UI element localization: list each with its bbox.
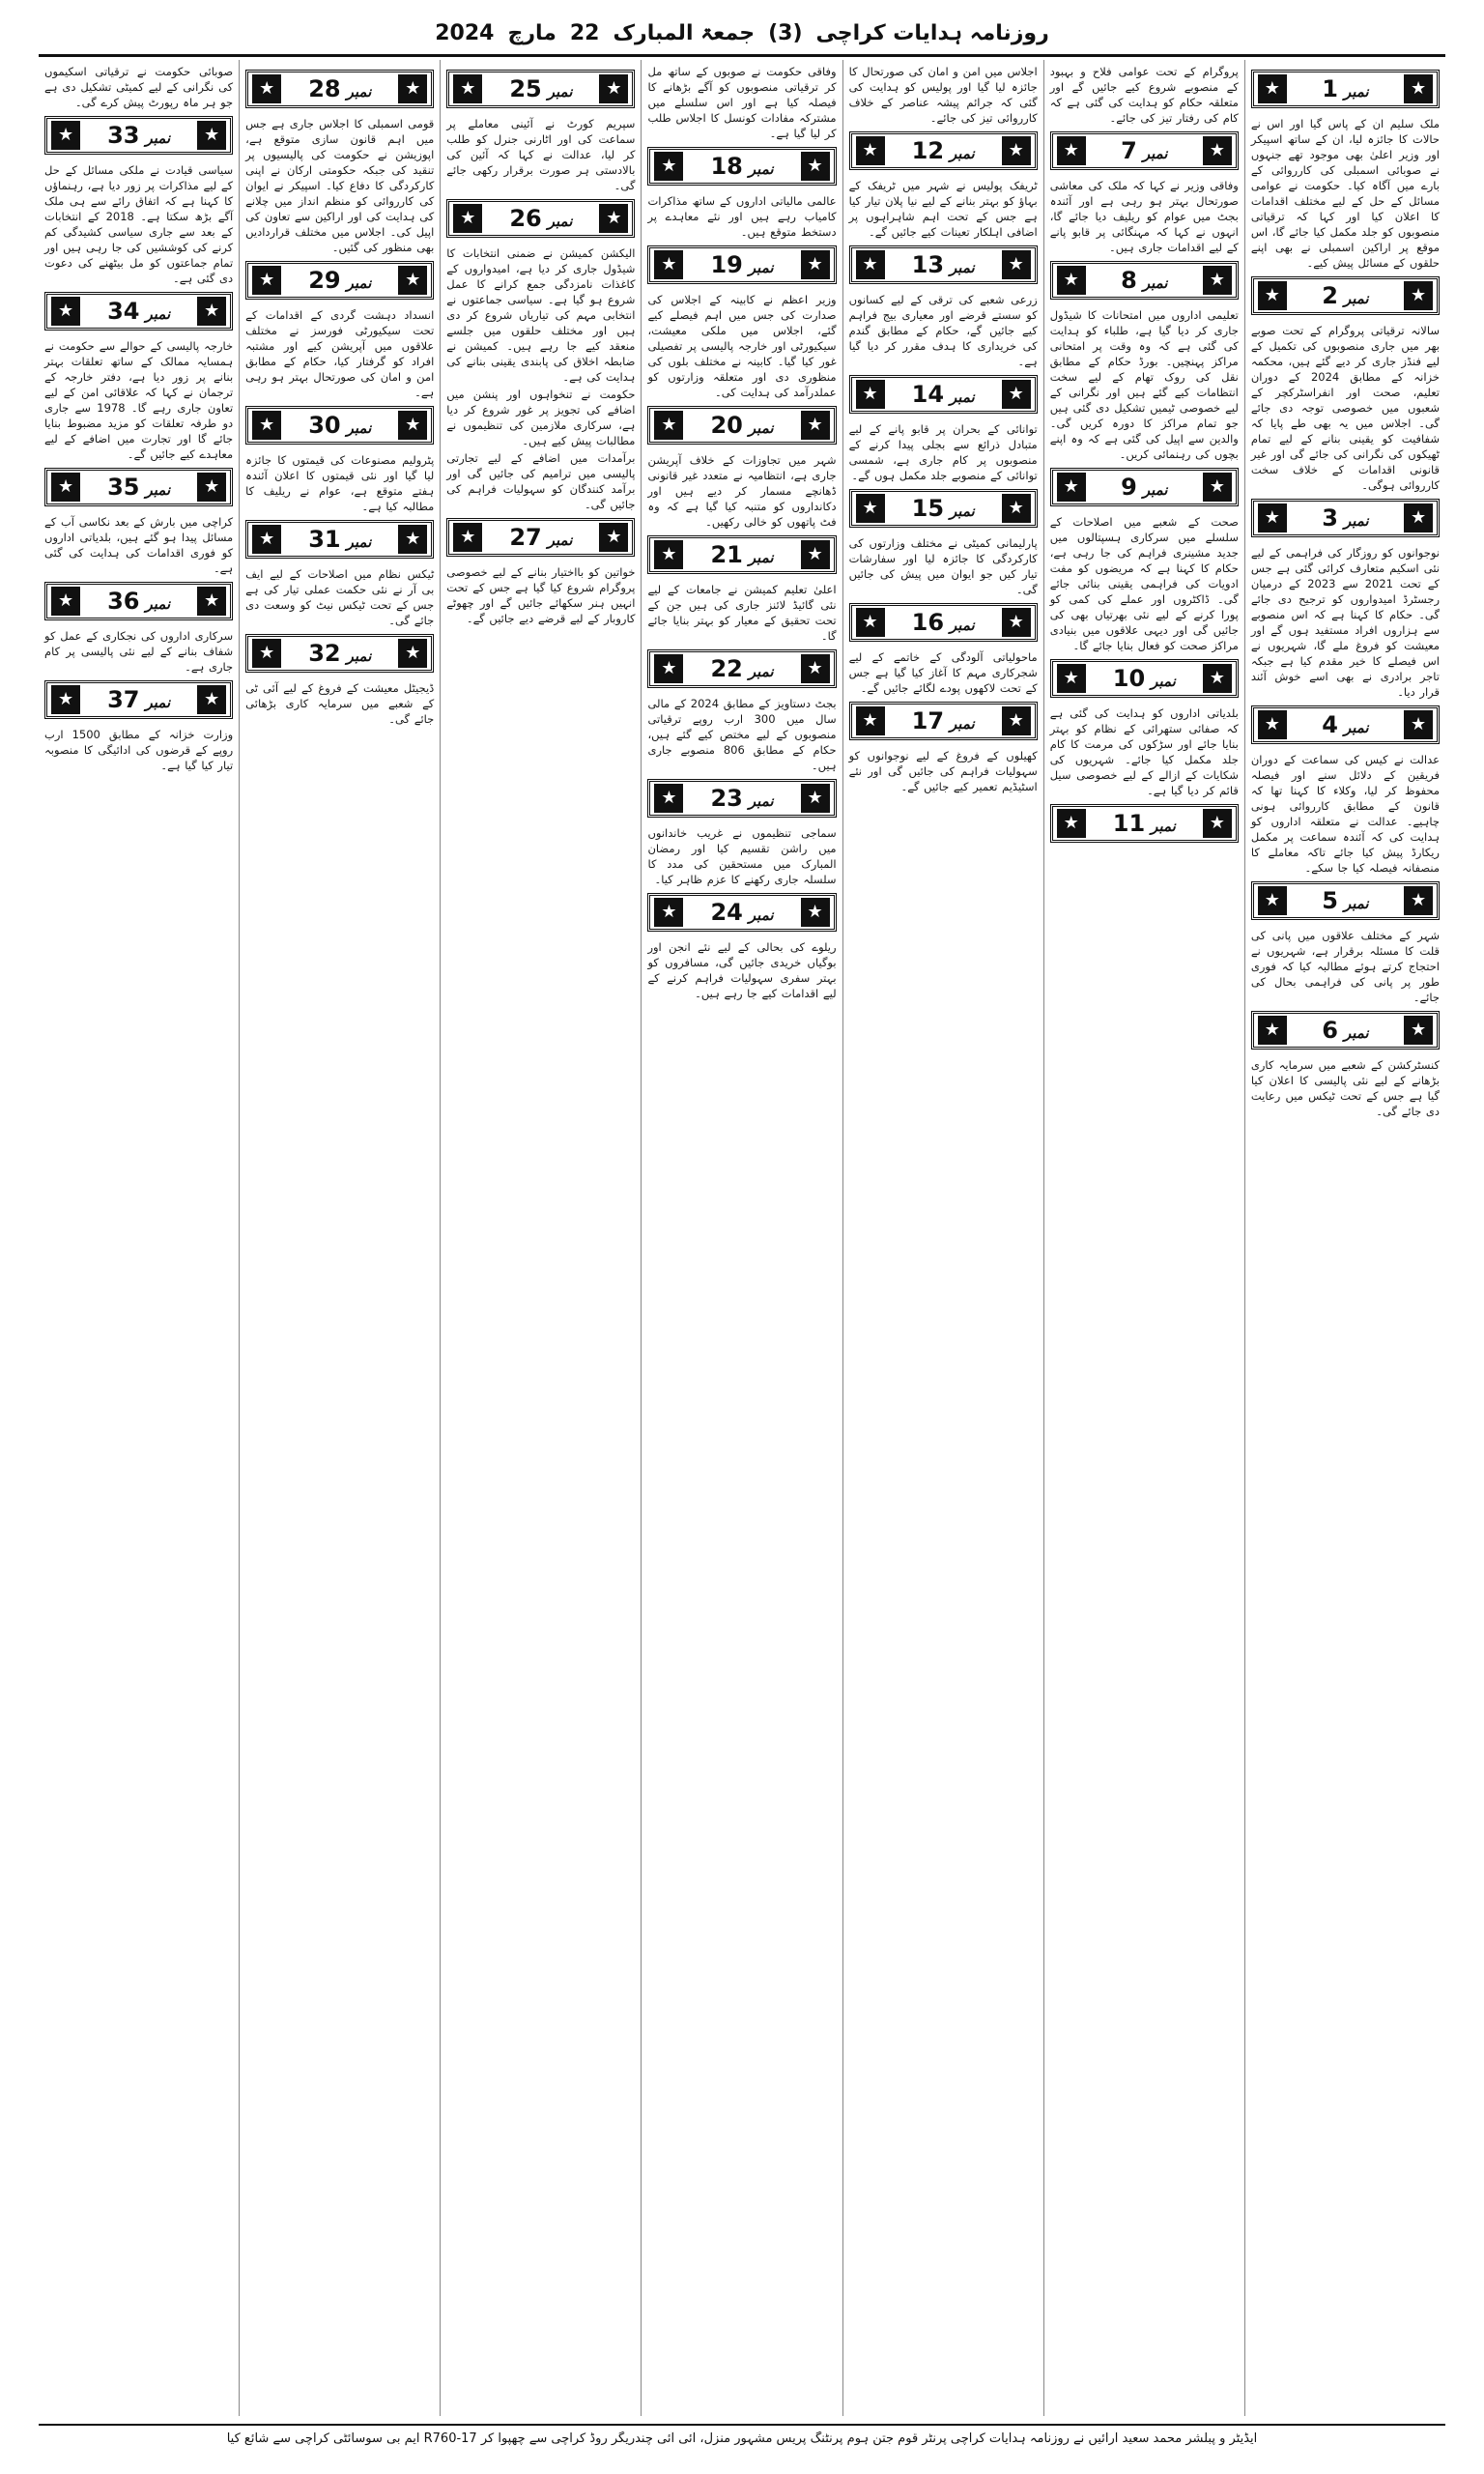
star-icon: ★ (453, 523, 482, 552)
item-number-value: 12 (911, 137, 945, 164)
item-number-value: 34 (107, 298, 140, 325)
item-number-value: 24 (710, 899, 743, 926)
article-paragraph: وفاقی وزیر نے کہا کہ ملک کی معاشی صورتحال بہتر ہو رہی ہے اور آئندہ بجٹ میں عوام کو ریلیف دیا جائے گا، انہوں نے کہا کہ مہنگائی پر قابو پانے کے لیے اقدامات جاری ہیں۔ (1049, 179, 1239, 254)
item-number-value: 22 (710, 655, 743, 682)
star-icon: ★ (1002, 380, 1031, 409)
article-paragraph: ماحولیاتی آلودگی کے خاتمے کے لیے شجرکاری مہم کا آغاز کیا گیا ہے جس کے تحت لاکھوں پودے لگائے جائیں گے۔ (848, 650, 1038, 695)
star-icon: ★ (856, 250, 885, 279)
item-number-value: 26 (509, 205, 542, 232)
article-paragraph: سماجی تنظیموں نے غریب خاندانوں میں راشن تقسیم کیا اور رمضان المبارک میں مستحقین کی مدد کا سلسلہ جاری رکھنے کا عزم ظاہر کیا۔ (647, 826, 837, 886)
item-number-header (1251, 881, 1440, 920)
star-icon: ★ (398, 639, 427, 668)
item-number-value: 17 (911, 707, 945, 734)
column-4 (641, 60, 842, 2416)
item-number-value: 25 (509, 75, 542, 102)
item-number-value: 19 (710, 251, 743, 278)
item-number-label (710, 655, 773, 682)
item-number-word: نمبر (950, 145, 975, 162)
article-paragraph: بلدیاتی اداروں کو ہدایت کی گئی ہے کہ صفائی ستھرائی کے نظام کو بہتر بنایا جائے اور سڑکوں کی مرمت کا کام جلد مکمل کیا جائے۔ شہریوں کی شکایات کے ازالے کے لیے خصوصی سیل قائم کر دیا گیا ہے۔ (1049, 706, 1239, 797)
item-number-value: 27 (509, 524, 542, 551)
item-number-label (912, 381, 975, 408)
item-number-value: 4 (1322, 711, 1338, 738)
item-number-word: نمبر (1151, 673, 1176, 690)
star-icon: ★ (801, 250, 830, 279)
article-paragraph: اعلیٰ تعلیم کمیشن نے جامعات کے لیے نئی گائیڈ لائنز جاری کی ہیں جن کے تحت تحقیق کے معیار کو بہتر بنایا جائے گا۔ (647, 583, 837, 643)
item-number-value: 10 (1112, 665, 1146, 692)
item-number-value: 20 (710, 412, 743, 439)
item-number-word: نمبر (547, 532, 573, 549)
imprint-footer: ایڈیٹر و پبلشر محمد سعید آرائیں نے روزنامہ ہدایات کراچی پرنٹر قوم جتن ہوم پرنٹنگ پریس مشہور منزل، آئی آئی چندریگر روڈ کراچی سے چھپوا کر R760-17 ایم بی سوسائٹی کراچی سے شائع کیا (226, 2431, 1258, 2446)
item-number-header (245, 70, 434, 108)
star-icon: ★ (801, 152, 830, 181)
star-icon: ★ (197, 473, 226, 502)
item-number-header (1251, 70, 1440, 108)
item-number-header (44, 680, 233, 719)
item-number-label (1322, 887, 1368, 914)
item-number-label (107, 686, 170, 713)
article-paragraph: پارلیمانی کمیٹی نے مختلف وزارتوں کی کارکردگی کا جائزہ لیا اور سفارشات تیار کیں جو ایوان میں پیش کی جائیں گی۔ (848, 536, 1038, 596)
item-number-label (1322, 282, 1368, 309)
article-paragraph: ٹریفک پولیس نے شہر میں ٹریفک کے بہاؤ کو بہتر بنانے کے لیے نیا پلان تیار کیا ہے جس کے تحت اہم شاہراہوں پر اضافی اہلکار تعینات کیے جائیں گے۔ (848, 179, 1038, 239)
star-icon: ★ (856, 136, 885, 165)
item-number-word: نمبر (1343, 719, 1369, 736)
star-icon: ★ (856, 608, 885, 637)
star-icon: ★ (1002, 494, 1031, 523)
item-number-word: نمبر (1343, 512, 1369, 530)
star-icon: ★ (1057, 136, 1086, 165)
item-number-word: نمبر (1142, 481, 1168, 499)
item-number-value: 35 (107, 474, 140, 501)
star-icon: ★ (51, 121, 80, 150)
column-2 (1043, 60, 1244, 2416)
item-number-word: نمبر (748, 160, 774, 178)
article-paragraph: برآمدات میں اضافے کے لیے تجارتی پالیسی میں ترامیم کی جائیں گی اور برآمد کنندگان کو سہولیات فراہم کی جائیں گی۔ (446, 451, 636, 511)
article-paragraph: کراچی میں بارش کے بعد نکاسی آب کے مسائل پیدا ہو گئے ہیں، بلدیاتی اداروں کو فوری اقدامات کی ہدایت کی گئی ہے۔ (44, 515, 234, 575)
star-icon: ★ (398, 411, 427, 440)
star-icon: ★ (1404, 281, 1433, 310)
item-number-word: نمبر (748, 259, 774, 276)
article-paragraph: پٹرولیم مصنوعات کی قیمتوں کا جائزہ لیا گیا اور نئی قیمتوں کا اعلان آئندہ ہفتے متوقع ہے، عوام نے ریلیف کا مطالبہ کیا ہے۔ (245, 453, 435, 513)
article-paragraph: ملک سلیم ان کے پاس گیا اور اس نے حالات کا جائزہ لیا، ان کے ساتھ اسپیکر اور وزیر اعلیٰ بھی موجود تھے جنہوں نے صوبائی اسمبلی کی کارروائی کے بارے میں آگاہ کیا۔ حکومت نے عوامی مسائل کے حل کے لیے مختلف اقدامات کا اعلان کیا اور کہا کہ ترقیاتی منصوبوں کو جلد مکمل کیا جائے گا، اس موقع پر اراکین اسمبلی نے بھی اپنے حلقوں کے مسائل پیش کیے۔ (1250, 117, 1440, 270)
item-number-header (647, 779, 836, 818)
article-paragraph: الیکشن کمیشن نے ضمنی انتخابات کا شیڈول جاری کر دیا ہے، امیدواروں کے کاغذات نامزدگی جمع کرانے کا عمل شروع ہو گیا ہے۔ سیاسی جماعتوں نے انتخابی مہم کی تیاریاں شروع کر دی ہیں اور مختلف حلقوں میں جلسے منعقد کیے جا رہے ہیں۔ کمیشن نے ضابطہ اخلاق کی پابندی یقینی بنانے کی ہدایت کی ہے۔ (446, 246, 636, 384)
item-number-header (1050, 261, 1239, 300)
item-number-label (308, 267, 371, 294)
item-number-value: 11 (1112, 810, 1146, 837)
article-paragraph: عالمی مالیاتی اداروں کے ساتھ مذاکرات کامیاب رہے ہیں اور نئے معاہدے پر دستخط متوقع ہیں۔ (647, 194, 837, 239)
masthead (39, 14, 1445, 52)
star-icon: ★ (1258, 503, 1287, 532)
article-paragraph: خارجہ پالیسی کے حوالے سے حکومت نے ہمسایہ ممالک کے ساتھ تعلقات بہتر بنانے پر زور دیا ہے، دفتر خارجہ کے ترجمان نے کہا کہ علاقائی امن کے لیے تعاون جاری رہے گا۔ 1978 سے جاری دو طرفہ تعلقات کو مزید مضبوط بنایا جائے گا اور تجارت میں اضافے کے لیے معاہدے کیے جائیں گے۔ (44, 339, 234, 461)
star-icon: ★ (1404, 886, 1433, 915)
star-icon: ★ (51, 297, 80, 326)
item-number-label (308, 412, 371, 439)
issue-month: مارچ (507, 20, 556, 45)
item-number-label (912, 495, 975, 522)
item-number-value: 14 (911, 381, 945, 408)
item-number-word: نمبر (145, 129, 171, 147)
item-number-value: 6 (1322, 1017, 1338, 1044)
item-number-label (710, 412, 773, 439)
item-number-word: نمبر (748, 792, 774, 810)
item-number-word: نمبر (145, 481, 171, 499)
item-number-word: نمبر (950, 388, 975, 406)
item-number-value: 36 (107, 588, 140, 615)
item-number-word: نمبر (950, 259, 975, 276)
item-number-word: نمبر (145, 694, 171, 711)
newspaper-title: روزنامہ ہدایات کراچی (815, 20, 1049, 45)
item-number-word: نمبر (950, 503, 975, 520)
item-number-header (1251, 499, 1440, 537)
item-number-label (308, 526, 371, 553)
article-paragraph: سپریم کورٹ نے آئینی معاملے پر سماعت کی اور اٹارنی جنرل کو طلب کر لیا، عدالت نے کہا کہ آئین کی بالادستی ہر صورت برقرار رکھی جائے گی۔ (446, 117, 636, 192)
star-icon: ★ (252, 411, 281, 440)
item-number-word: نمبر (346, 647, 372, 665)
item-number-value: 2 (1322, 282, 1338, 309)
star-icon: ★ (1002, 706, 1031, 735)
item-number-word: نمبر (1343, 1024, 1369, 1042)
item-number-label (1322, 711, 1368, 738)
page-number: (3) (768, 20, 803, 45)
item-number-header (647, 535, 836, 574)
article-paragraph: سیاسی قیادت نے ملکی مسائل کے حل کے لیے مذاکرات پر زور دیا ہے، رہنماؤں کا کہنا ہے کہ اتفاق رائے سے ہی ملک آگے بڑھ سکتا ہے۔ 2018 کے انتخابات کے بعد سے جاری سیاسی کشیدگی کم کرنے کی کوششیں کی جا رہی ہیں اور تمام جماعتوں کو مل بیٹھنے کی دعوت دی گئی ہے۔ (44, 163, 234, 285)
article-paragraph: وفاقی حکومت نے صوبوں کے ساتھ مل کر ترقیاتی منصوبوں کو آگے بڑھانے کا فیصلہ کیا ہے اور اس سلسلے میں مشترکہ مفادات کونسل کا اجلاس طلب کر لیا گیا ہے۔ (647, 65, 837, 140)
star-icon: ★ (197, 587, 226, 616)
item-number-word: نمبر (748, 663, 774, 680)
star-icon: ★ (1203, 473, 1232, 502)
column-5 (440, 60, 641, 2416)
item-number-header (44, 582, 233, 620)
item-number-value: 8 (1121, 267, 1137, 294)
item-number-header (849, 489, 1038, 528)
column-3 (842, 60, 1043, 2416)
article-paragraph: ریلوے کی بحالی کے لیے نئے انجن اور بوگیاں خریدی جائیں گی، مسافروں کو بہتر سفری سہولیات فراہم کرنے کے لیے اقدامات کیے جا رہے ہیں۔ (647, 940, 837, 1000)
item-number-word: نمبر (145, 595, 171, 613)
bottom-rule (39, 2424, 1445, 2426)
column-1 (1244, 60, 1445, 2416)
item-number-word: نمبر (950, 617, 975, 634)
item-number-label (107, 122, 170, 149)
star-icon: ★ (1002, 608, 1031, 637)
item-number-header (44, 292, 233, 331)
star-icon: ★ (398, 74, 427, 103)
item-number-word: نمبر (748, 419, 774, 437)
star-icon: ★ (252, 525, 281, 554)
article-paragraph: ڈیجیٹل معیشت کے فروغ کے لیے آئی ٹی کے شعبے میں سرمایہ کاری بڑھائی جائے گی۔ (245, 681, 435, 726)
item-number-header (245, 406, 434, 445)
article-paragraph: ٹیکس نظام میں اصلاحات کے لیے ایف بی آر نے نئی حکمت عملی تیار کی ہے جس کے تحت ٹیکس نیٹ کو وسعت دی جائے گی۔ (245, 567, 435, 627)
item-number-value: 21 (710, 541, 743, 568)
item-number-label (1322, 1017, 1368, 1044)
item-number-label (107, 474, 170, 501)
star-icon: ★ (599, 204, 628, 233)
star-icon: ★ (1404, 710, 1433, 739)
article-paragraph: بجٹ دستاویز کے مطابق 2024 کے مالی سال میں 300 ارب روپے ترقیاتی منصوبوں کے لیے مختص کیے گئے ہیں، حکام کے مطابق 806 منصوبے جاری ہیں۔ (647, 697, 837, 772)
star-icon: ★ (801, 411, 830, 440)
item-number-value: 13 (911, 251, 945, 278)
item-number-value: 7 (1121, 137, 1137, 164)
item-number-value: 1 (1322, 75, 1338, 102)
star-icon: ★ (1203, 664, 1232, 693)
item-number-header (647, 649, 836, 688)
star-icon: ★ (1057, 809, 1086, 838)
item-number-label (1113, 665, 1176, 692)
star-icon: ★ (1404, 503, 1433, 532)
item-number-header (245, 634, 434, 673)
item-number-header (245, 520, 434, 559)
item-number-label (912, 609, 975, 636)
star-icon: ★ (856, 380, 885, 409)
item-number-value: 3 (1322, 504, 1338, 532)
column-6 (239, 60, 440, 2416)
item-number-label (912, 251, 975, 278)
item-number-label (912, 707, 975, 734)
item-number-word: نمبر (346, 83, 372, 101)
article-paragraph: وزارت خزانہ کے مطابق 1500 ارب روپے کے قرضوں کی ادائیگی کا منصوبہ تیار کیا گیا ہے۔ (44, 728, 234, 772)
star-icon: ★ (1203, 136, 1232, 165)
article-paragraph: سالانہ ترقیاتی پروگرام کے تحت صوبے بھر میں جاری منصوبوں کی تکمیل کے لیے فنڈز جاری کر دیے گئے ہیں، محکمہ خزانہ کے مطابق 2024 کے دوران تعلیم، صحت اور انفراسٹرکچر کے شعبوں میں خصوصی توجہ دی جائے گی۔ اجلاس میں یہ بھی طے پایا کہ شفافیت کو یقینی بنانے کے لیے تمام ٹھیکوں کی نگرانی کی جائے گی اور غیر قانونی اقدامات کے خلاف سخت کارروائی ہوگی۔ (1250, 324, 1440, 492)
star-icon: ★ (1203, 266, 1232, 295)
star-icon: ★ (398, 525, 427, 554)
item-number-value: 30 (308, 412, 341, 439)
item-number-header (1050, 804, 1239, 843)
star-icon: ★ (51, 587, 80, 616)
star-icon: ★ (1057, 473, 1086, 502)
item-number-label (308, 75, 371, 102)
star-icon: ★ (654, 654, 683, 683)
article-paragraph: کھیلوں کے فروغ کے لیے نوجوانوں کو سہولیات فراہم کی جائیں گی اور نئے اسٹیڈیم تعمیر کیے جائیں گے۔ (848, 749, 1038, 793)
item-number-value: 16 (911, 609, 945, 636)
item-number-header (647, 893, 836, 932)
article-paragraph: پروگرام کے تحت عوامی فلاح و بہبود کے منصوبے شروع کیے جائیں گے اور متعلقہ حکام کو ہدایت کی گئی ہے کہ کام کی رفتار تیز کی جائے۔ (1049, 65, 1239, 125)
item-number-label (308, 640, 371, 667)
item-number-word: نمبر (748, 549, 774, 566)
item-number-word: نمبر (346, 419, 372, 437)
star-icon: ★ (599, 74, 628, 103)
item-number-header (44, 116, 233, 155)
star-icon: ★ (654, 784, 683, 813)
item-number-label (1121, 267, 1167, 294)
star-icon: ★ (1002, 250, 1031, 279)
star-icon: ★ (453, 74, 482, 103)
star-icon: ★ (1258, 886, 1287, 915)
item-number-label (1322, 75, 1368, 102)
item-number-word: نمبر (145, 305, 171, 323)
item-number-label (710, 785, 773, 812)
star-icon: ★ (252, 639, 281, 668)
item-number-header (647, 147, 836, 186)
star-icon: ★ (453, 204, 482, 233)
item-number-header (446, 70, 635, 108)
item-number-word: نمبر (1142, 274, 1168, 292)
top-rule (39, 54, 1445, 57)
item-number-header (849, 131, 1038, 170)
item-number-word: نمبر (547, 213, 573, 230)
item-number-word: نمبر (1343, 895, 1369, 912)
item-number-value: 9 (1121, 474, 1137, 501)
star-icon: ★ (398, 266, 427, 295)
star-icon: ★ (654, 152, 683, 181)
item-number-word: نمبر (1343, 83, 1369, 101)
article-paragraph: نوجوانوں کو روزگار کی فراہمی کے لیے نئی اسکیم متعارف کرائی گئی ہے جس کے تحت 2021 سے 2023 کے درمیان رجسٹرڈ امیدواروں کو ترجیح دی جائے گی۔ حکام کا کہنا ہے کہ اس منصوبے سے ہزاروں افراد مستفید ہوں گے اور معیشت کو فروغ ملے گا، شہریوں نے اس فیصلے کا خیر مقدم کیا ہے جبکہ تاجر برادری نے بھی اسے خوش آئند قرار دیا۔ (1250, 546, 1441, 699)
item-number-label (710, 153, 773, 180)
article-paragraph: کنسٹرکشن کے شعبے میں سرمایہ کاری بڑھانے کے لیے نئی پالیسی کا اعلان کیا گیا ہے جس کے تحت ٹیکس میں رعایت دی جائے گی۔ (1250, 1058, 1440, 1118)
star-icon: ★ (1057, 266, 1086, 295)
star-icon: ★ (856, 706, 885, 735)
article-paragraph: خواتین کو بااختیار بنانے کے لیے خصوصی پروگرام شروع کیا گیا ہے جس کے تحت انہیں ہنر سکھائے جائیں گے اور چھوٹے کاروبار کے لیے قرضے دیے جائیں گے۔ (446, 565, 636, 625)
star-icon: ★ (1203, 809, 1232, 838)
item-number-value: 28 (308, 75, 341, 102)
article-paragraph: سرکاری اداروں کی نجکاری کے عمل کو شفاف بنانے کے لیے نئی پالیسی پر کام جاری ہے۔ (44, 629, 234, 674)
item-number-header (849, 603, 1038, 642)
columns-container (39, 60, 1445, 2416)
star-icon: ★ (654, 540, 683, 569)
issue-year: 2024 (435, 20, 495, 45)
item-number-label (1322, 504, 1368, 532)
star-icon: ★ (1057, 664, 1086, 693)
star-icon: ★ (801, 540, 830, 569)
item-number-header (647, 406, 836, 445)
star-icon: ★ (1258, 1016, 1287, 1045)
item-number-value: 18 (710, 153, 743, 180)
item-number-word: نمبر (1142, 145, 1168, 162)
item-number-label (710, 899, 773, 926)
item-number-header (1251, 276, 1440, 315)
item-number-header (1050, 131, 1239, 170)
star-icon: ★ (252, 266, 281, 295)
item-number-header (446, 518, 635, 557)
star-icon: ★ (1404, 1016, 1433, 1045)
item-number-value: 32 (308, 640, 341, 667)
column-7 (39, 60, 239, 2416)
item-number-word: نمبر (346, 274, 372, 292)
item-number-header (1251, 1011, 1440, 1050)
article-paragraph: شہر میں تجاوزات کے خلاف آپریشن جاری ہے، انتظامیہ نے متعدد غیر قانونی ڈھانچے مسمار کر دیے ہیں اور دکانداروں کو متنبہ کیا گیا ہے کہ وہ فٹ پاتھوں کو خالی رکھیں۔ (647, 453, 837, 529)
item-number-value: 5 (1322, 887, 1338, 914)
item-number-label (107, 298, 170, 325)
star-icon: ★ (197, 121, 226, 150)
article-paragraph: عدالت نے کیس کی سماعت کے دوران فریقین کے دلائل سنے اور فیصلہ محفوظ کر لیا، وکلاء کا کہنا تھا کہ قانون کے مطابق کارروائی ہونی چاہیے۔ عدالت نے متعلقہ اداروں کو ہدایت کی کہ آئندہ سماعت پر مکمل ریکارڈ پیش کیا جائے تاکہ معاملے کا منصفانہ فیصلہ کیا جا سکے۔ (1250, 753, 1440, 875)
star-icon: ★ (1404, 74, 1433, 103)
item-number-label (509, 205, 572, 232)
issue-date-day: 22 (569, 20, 600, 45)
item-number-value: 33 (107, 122, 140, 149)
article-paragraph: زرعی شعبے کی ترقی کے لیے کسانوں کو سستے قرضے اور معیاری بیج فراہم کیے جائیں گے، حکام کے مطابق گندم کی خریداری کا ہدف مقرر کر دیا گیا ہے۔ (848, 293, 1038, 368)
item-number-label (1113, 810, 1176, 837)
star-icon: ★ (51, 685, 80, 714)
item-number-word: نمبر (346, 533, 372, 551)
item-number-header (1251, 705, 1440, 744)
article-paragraph: صحت کے شعبے میں اصلاحات کے سلسلے میں سرکاری ہسپتالوں میں جدید مشینری فراہم کی جا رہی ہے، حکام کا کہنا ہے کہ مریضوں کو مفت ادویات کی فراہمی یقینی بنائی جائے گی۔ ڈاکٹروں اور عملے کی کمی کو پورا کرنے کے لیے نئی بھرتیاں بھی کی جائیں گی اور دیہی علاقوں میں بنیادی مراکز صحت کو فعال بنایا جائے گا۔ (1049, 515, 1239, 652)
item-number-header (849, 245, 1038, 284)
article-paragraph: صوبائی حکومت نے ترقیاتی اسکیموں کی نگرانی کے لیے کمیٹی تشکیل دی ہے جو ہر ماہ رپورٹ پیش کرے گی۔ (44, 65, 234, 109)
item-number-label (912, 137, 975, 164)
item-number-header (647, 245, 836, 284)
star-icon: ★ (856, 494, 885, 523)
star-icon: ★ (801, 898, 830, 927)
star-icon: ★ (599, 523, 628, 552)
star-icon: ★ (801, 784, 830, 813)
item-number-label (710, 251, 773, 278)
article-paragraph: وزیر اعظم نے کابینہ کے اجلاس کی صدارت کی جس میں اہم فیصلے کیے گئے، اجلاس میں ملکی معیشت، سیکیورٹی اور خارجہ پالیسی پر تفصیلی غور کیا گیا۔ کابینہ نے مختلف بلوں کی منظوری دی اور متعلقہ وزارتوں کو عملدرآمد کی ہدایت کی۔ (647, 293, 837, 399)
item-number-header (44, 468, 233, 506)
star-icon: ★ (197, 297, 226, 326)
item-number-label (509, 75, 572, 102)
item-number-label (710, 541, 773, 568)
item-number-label (1121, 474, 1167, 501)
item-number-header (1050, 468, 1239, 506)
article-paragraph: توانائی کے بحران پر قابو پانے کے لیے متبادل ذرائع سے بجلی پیدا کرنے کے منصوبوں پر کام جاری ہے، شمسی توانائی کے منصوبے جلد مکمل ہوں گے۔ (848, 422, 1038, 482)
star-icon: ★ (654, 411, 683, 440)
star-icon: ★ (252, 74, 281, 103)
item-number-label (107, 588, 170, 615)
item-number-value: 31 (308, 526, 341, 553)
article-paragraph: قومی اسمبلی کا اجلاس جاری ہے جس میں اہم قانون سازی متوقع ہے، اپوزیشن نے حکومت کی پالیسیوں پر تنقید کی جبکہ حکومتی ارکان نے اپنی کارکردگی کا دفاع کیا۔ اسپیکر نے ایوان کی کارروائی کو منظم انداز میں چلانے کی ہدایت کی اور اراکین سے تعاون کی اپیل کی۔ اجلاس میں مختلف قراردادیں بھی منظور کی گئیں۔ (245, 117, 435, 254)
item-number-word: نمبر (1151, 818, 1176, 835)
item-number-header (1050, 659, 1239, 698)
star-icon: ★ (51, 473, 80, 502)
item-number-word: نمبر (950, 715, 975, 733)
star-icon: ★ (654, 898, 683, 927)
item-number-header (849, 375, 1038, 414)
article-paragraph: شہر کے مختلف علاقوں میں پانی کی قلت کا مسئلہ برقرار ہے، شہریوں نے احتجاج کرتے ہوئے مطالبہ کیا کہ فوری طور پر پانی کی فراہمی بحال کی جائے۔ (1250, 929, 1440, 1004)
item-number-value: 29 (308, 267, 341, 294)
star-icon: ★ (1258, 281, 1287, 310)
issue-day: جمعۃ المبارک (613, 20, 756, 45)
item-number-value: 23 (710, 785, 743, 812)
item-number-label (509, 524, 572, 551)
item-number-word: نمبر (547, 83, 573, 101)
article-paragraph: حکومت نے تنخواہوں اور پنشن میں اضافے کی تجویز پر غور شروع کر دیا ہے، سرکاری ملازمین کی تنظیموں نے مطالبات پیش کیے ہیں۔ (446, 388, 636, 447)
item-number-value: 15 (911, 495, 945, 522)
item-number-header (245, 261, 434, 300)
article-paragraph: اجلاس میں امن و امان کی صورتحال کا جائزہ لیا گیا اور پولیس کو ہدایت کی گئی کہ جرائم پیشہ عناصر کے خلاف کارروائی تیز کی جائے۔ (848, 65, 1038, 125)
item-number-header (446, 199, 635, 238)
star-icon: ★ (1002, 136, 1031, 165)
star-icon: ★ (1258, 710, 1287, 739)
star-icon: ★ (197, 685, 226, 714)
item-number-word: نمبر (748, 906, 774, 924)
article-paragraph: انسداد دہشت گردی کے اقدامات کے تحت سیکیورٹی فورسز نے مختلف علاقوں میں آپریشن کیے اور مشتبہ افراد کو گرفتار کیا، حکام کے مطابق امن و امان کی صورتحال بہتر ہو رہی ہے۔ (245, 308, 435, 399)
article-paragraph: تعلیمی اداروں میں امتحانات کا شیڈول جاری کر دیا گیا ہے، طلباء کو ہدایت کی گئی ہے کہ وہ وقت پر امتحانی مراکز پہنچیں۔ بورڈ حکام کے مطابق نقل کی روک تھام کے لیے سخت انتظامات کیے گئے ہیں اور نگرانی کے لیے خصوصی ٹیمیں تشکیل دی گئی ہیں جو تمام مراکز کا دورہ کریں گی۔ والدین سے اپیل کی گئی ہے کہ وہ اپنے بچوں کی رہنمائی کریں۔ (1049, 308, 1239, 461)
item-number-value: 37 (107, 686, 140, 713)
star-icon: ★ (654, 250, 683, 279)
star-icon: ★ (801, 654, 830, 683)
item-number-header (849, 702, 1038, 740)
star-icon: ★ (1258, 74, 1287, 103)
item-number-label (1121, 137, 1167, 164)
item-number-word: نمبر (1343, 290, 1369, 307)
